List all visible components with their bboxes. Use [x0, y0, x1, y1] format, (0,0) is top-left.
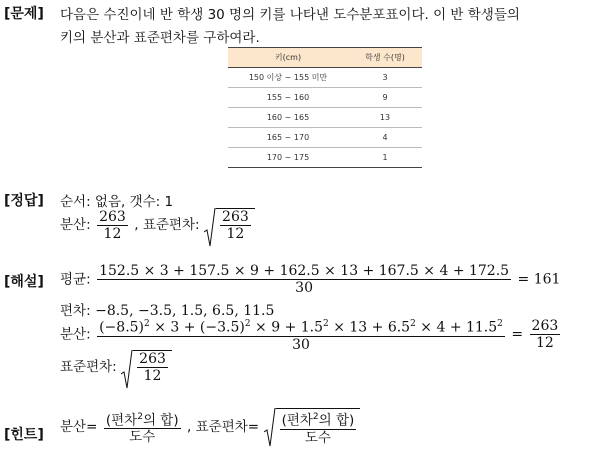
fraction-denominator: 30 — [292, 336, 310, 353]
fraction-numerator: $(-8.5)^2 \times 3 + (-3.5)^2 \times 9 + 1.5^2 \times 13 + 6.5^2 \times 4 + 11.5^2$ — [97, 316, 505, 337]
deviation-label: 편차: — [60, 303, 91, 319]
sqrt-sign-icon — [264, 408, 361, 446]
fraction-denominator: 도수 — [129, 429, 156, 445]
hint-sd-fraction — [280, 409, 357, 446]
answer-variance-label: 분산: — [60, 217, 91, 233]
hint-variance-label: 분산= — [60, 418, 98, 435]
fraction-numerator: (편차$^2$의 합) — [104, 409, 181, 430]
table-header-height: 키(cm) — [228, 48, 348, 68]
table-row — [228, 128, 422, 148]
fraction-numerator: 263 — [139, 351, 166, 367]
table-cell-count: 3 — [348, 68, 422, 88]
fraction-denominator: 12 — [143, 368, 162, 384]
sd-fraction — [137, 351, 168, 384]
frequency-table — [228, 47, 422, 168]
problem-text-line1: 다음은 수진이네 반 학생 30 명의 키를 나타낸 도수분포표이다. 이 반 학생들의 — [60, 7, 520, 23]
table-row — [228, 108, 422, 128]
answer-sd-fraction — [220, 209, 251, 242]
hint-label: [힌트] — [4, 427, 44, 443]
fraction-denominator: 30 — [295, 280, 313, 296]
explanation-label: [해설] — [4, 274, 44, 290]
fraction-denominator: 12 — [536, 334, 554, 351]
mean-label: 평균: — [60, 271, 91, 288]
variance-fraction — [97, 316, 505, 353]
table-header-count: 학생 수(명) — [348, 48, 422, 68]
deviation-values: −8.5, −3.5, 1.5, 6.5, 11.5 — [95, 303, 275, 319]
hint-variance-fraction — [104, 409, 181, 446]
table-row — [228, 148, 422, 168]
variance-line — [60, 316, 562, 353]
hint-line — [60, 408, 360, 446]
sqrt-sign-icon — [121, 350, 172, 384]
variance-equals: = — [511, 326, 524, 343]
table-cell-range: 160 ~ 165 — [228, 108, 348, 128]
fraction-numerator: 263 — [531, 317, 559, 334]
hint-sd-label: , 표준편차= — [187, 418, 260, 435]
table-cell-count: 9 — [348, 88, 422, 108]
variance-label: 분산: — [60, 326, 91, 343]
table-cell-count: 4 — [348, 128, 422, 148]
mean-line — [60, 263, 560, 296]
answer-variance-fraction — [97, 209, 128, 242]
table-row — [228, 68, 422, 88]
table-cell-range: 170 ~ 175 — [228, 148, 348, 168]
fraction-numerator: (편차$^2$의 합) — [280, 409, 357, 430]
fraction-denominator: 도수 — [304, 429, 331, 446]
fraction-numerator: 263 — [222, 209, 249, 225]
mean-result: = 161 — [517, 271, 561, 288]
sd-label: 표준편차: — [60, 359, 117, 375]
sd-line — [60, 350, 172, 384]
fraction-numerator: 263 — [99, 208, 126, 225]
problem-text-line2: 키의 분산과 표준편차를 구하여라. — [60, 30, 260, 46]
problem-label: [문제] — [4, 6, 44, 22]
table-cell-count: 13 — [348, 108, 422, 128]
mean-fraction — [97, 263, 511, 296]
sqrt-sign-icon — [204, 208, 255, 242]
table-cell-count: 1 — [348, 148, 422, 168]
answer-sd-label: , 표준편차: — [134, 217, 200, 233]
answer-line2 — [60, 208, 255, 242]
table-row — [228, 88, 422, 108]
table-cell-range: 150 이상 ~ 155 미만 — [228, 68, 348, 88]
variance-result-fraction — [530, 318, 561, 351]
fraction-denominator: 12 — [226, 226, 245, 242]
fraction-denominator: 12 — [103, 225, 122, 242]
table-cell-range: 165 ~ 170 — [228, 128, 348, 148]
answer-label: [정답] — [4, 193, 44, 209]
table-cell-range: 155 ~ 160 — [228, 88, 348, 108]
answer-line1: 순서: 없음, 갯수: 1 — [60, 194, 174, 210]
fraction-numerator: 152.5 × 3 + 157.5 × 9 + 162.5 × 13 + 167.5 × 4 + 172.5 — [99, 263, 510, 279]
